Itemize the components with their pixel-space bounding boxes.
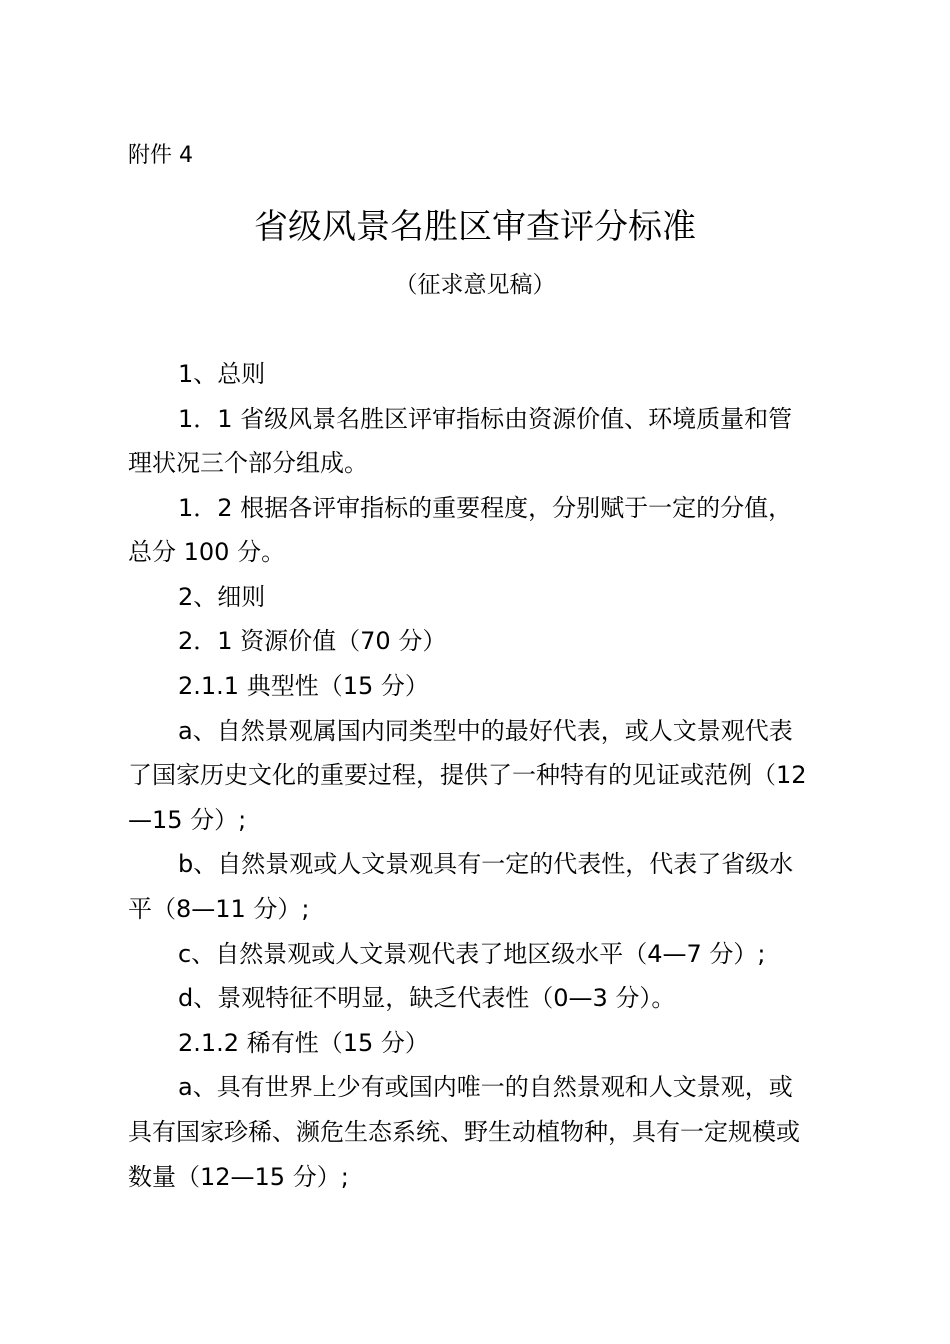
item-rarity-a-cont-2: 数量（12—15 分）;: [128, 1163, 349, 1191]
item-typicality-b: b、自然景观或人文景观具有一定的代表性，代表了省级水: [178, 850, 794, 878]
section-heading-details: 2、细则: [178, 583, 266, 611]
paragraph-1-1: 1．1 省级风景名胜区评审指标由资源价值、环境质量和管: [178, 405, 793, 433]
item-rarity-a-cont-1: 具有国家珍稀、濒危生态系统、野生动植物种，具有一定规模或: [128, 1118, 800, 1146]
item-typicality-b-cont: 平（8—11 分）;: [128, 895, 310, 923]
item-typicality-a-cont-2: —15 分）;: [128, 806, 247, 834]
subsection-resource-value: 2．1 资源价值（70 分）: [178, 627, 447, 655]
attachment-label: 附件 4: [128, 143, 193, 168]
subsection-rarity: 2.1.2 稀有性（15 分）: [178, 1029, 429, 1057]
paragraph-1-1-cont: 理状况三个部分组成。: [128, 449, 368, 477]
item-typicality-a-cont-1: 了国家历史文化的重要过程，提供了一种特有的见证或范例（12: [128, 761, 807, 789]
paragraph-1-2-cont: 总分 100 分。: [128, 538, 286, 566]
document-subtitle: （征求意见稿）: [394, 272, 556, 298]
document-title: 省级风景名胜区审查评分标准: [254, 207, 696, 247]
paragraph-1-2: 1．2 根据各评审指标的重要程度，分别赋于一定的分值，: [178, 494, 793, 522]
subsection-typicality: 2.1.1 典型性（15 分）: [178, 672, 429, 700]
item-typicality-a: a、自然景观属国内同类型中的最好代表，或人文景观代表: [178, 717, 793, 745]
item-rarity-a: a、具有世界上少有或国内唯一的自然景观和人文景观，或: [178, 1073, 793, 1101]
item-typicality-c: c、自然景观或人文景观代表了地区级水平（4—7 分）;: [178, 940, 766, 968]
section-heading-general: 1、总则: [178, 360, 266, 388]
item-typicality-d: d、景观特征不明显，缺乏代表性（0—3 分）。: [178, 984, 676, 1012]
